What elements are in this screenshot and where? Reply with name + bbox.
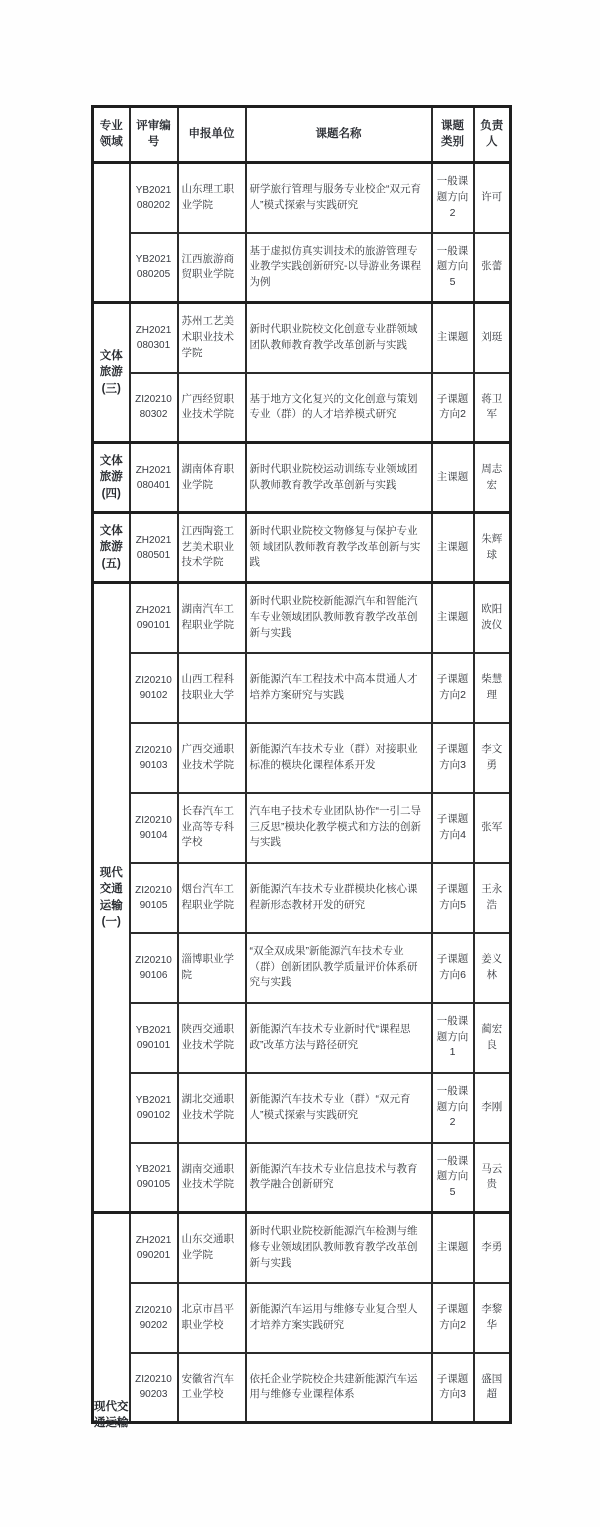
table-row bbox=[93, 1003, 511, 1073]
category-cell: 主课题 bbox=[432, 513, 474, 583]
leader-cell: 盛国超 bbox=[474, 1353, 511, 1423]
project-title-cell: “双全双成果”新能源汽车技术专业（群）创新团队教学质量评价体系研究与实践 bbox=[246, 933, 432, 1003]
category-cell: 一般课题方向5 bbox=[432, 1143, 474, 1213]
table-row bbox=[93, 653, 511, 723]
header-field: 专业领域 bbox=[93, 107, 130, 163]
table-row bbox=[93, 863, 511, 933]
table-body bbox=[93, 163, 511, 1429]
header-row bbox=[93, 107, 511, 163]
group-label-cell bbox=[93, 1213, 130, 1429]
review-code-cell: YB2021090101 bbox=[130, 1003, 178, 1073]
project-title-cell: 基于地方文化复兴的文化创意与策划专业（群）的人才培养模式研究 bbox=[246, 373, 432, 443]
table-row bbox=[93, 1143, 511, 1213]
leader-cell: 马云贵 bbox=[474, 1143, 511, 1213]
project-title-cell: 新时代职业院校运动训练专业领域团队教师教育教学改革创新与实践 bbox=[246, 443, 432, 513]
table-row bbox=[93, 793, 511, 863]
project-review-table bbox=[91, 105, 512, 1429]
project-title-cell: 新时代职业院校文物修复与保护专业领 域团队教师教育教学改革创新与实践 bbox=[246, 513, 432, 583]
header-unit: 申报单位 bbox=[178, 107, 246, 163]
unit-cell: 湖北交通职业技术学院 bbox=[178, 1073, 246, 1143]
category-cell: 主课题 bbox=[432, 1213, 474, 1283]
project-title-cell: 新时代职业院校新能源汽车和智能汽车专业领域团队教师教育教学改革创新与实践 bbox=[246, 583, 432, 653]
review-code-cell: YB2021090105 bbox=[130, 1143, 178, 1213]
project-title-cell: 新时代职业院校新能源汽车检测与维修专业领域团队教师教育教学改革创新与实践 bbox=[246, 1213, 432, 1283]
category-cell: 子课题方向5 bbox=[432, 863, 474, 933]
category-cell: 子课题方向4 bbox=[432, 793, 474, 863]
project-title-cell: 新能源汽车技术专业信息技术与教育教学融合创新研究 bbox=[246, 1143, 432, 1213]
leader-cell: 李文勇 bbox=[474, 723, 511, 793]
leader-cell: 姜义林 bbox=[474, 933, 511, 1003]
project-title-cell: 新能源汽车技术专业新时代“课程思政”改革方法与路径研究 bbox=[246, 1003, 432, 1073]
table-row bbox=[93, 443, 511, 513]
unit-cell: 陕西交通职业技术学院 bbox=[178, 1003, 246, 1073]
category-cell: 主课题 bbox=[432, 443, 474, 513]
leader-cell: 刘珽 bbox=[474, 303, 511, 373]
category-cell: 子课题方向3 bbox=[432, 1353, 474, 1423]
group-label-cell bbox=[93, 163, 130, 303]
group-label-cell: 文体旅游(五) bbox=[93, 513, 130, 583]
review-code-cell: ZI2021090202 bbox=[130, 1283, 178, 1353]
project-title-cell: 研学旅行管理与服务专业校企“双元育人”模式探索与实践研究 bbox=[246, 163, 432, 233]
review-code-cell: YB2021080205 bbox=[130, 233, 178, 303]
leader-cell: 蔺宏良 bbox=[474, 1003, 511, 1073]
unit-cell: 广西交通职业技术学院 bbox=[178, 723, 246, 793]
unit-cell: 烟台汽车工程职业学院 bbox=[178, 863, 246, 933]
table-row bbox=[93, 1283, 511, 1353]
project-title-cell: 新能源汽车技术专业群模块化核心课程新形态教材开发的研究 bbox=[246, 863, 432, 933]
review-code-cell: YB2021080202 bbox=[130, 163, 178, 233]
unit-cell: 广西经贸职业技术学院 bbox=[178, 373, 246, 443]
leader-cell: 周志宏 bbox=[474, 443, 511, 513]
project-title-cell: 新能源汽车运用与维修专业复合型人才培养方案实践研究 bbox=[246, 1283, 432, 1353]
category-cell: 子课题方向2 bbox=[432, 373, 474, 443]
unit-cell: 湖南汽车工程职业学院 bbox=[178, 583, 246, 653]
header-leader: 负责人 bbox=[474, 107, 511, 163]
category-cell: 子课题方向6 bbox=[432, 933, 474, 1003]
category-cell: 子课题方向2 bbox=[432, 1283, 474, 1353]
leader-cell: 柴慧理 bbox=[474, 653, 511, 723]
project-title-cell: 新能源汽车技术专业（群）对接职业标准的模块化课程体系开发 bbox=[246, 723, 432, 793]
category-cell: 一般课题方向5 bbox=[432, 233, 474, 303]
project-title-cell: 新时代职业院校文化创意专业群领域团队教师教育教学改革创新与实践 bbox=[246, 303, 432, 373]
table-row bbox=[93, 163, 511, 233]
category-cell: 子课题方向2 bbox=[432, 653, 474, 723]
unit-cell: 湖南体育职业学院 bbox=[178, 443, 246, 513]
leader-cell: 蒋卫军 bbox=[474, 373, 511, 443]
review-code-cell: ZH2021090101 bbox=[130, 583, 178, 653]
review-code-cell: ZI2021090105 bbox=[130, 863, 178, 933]
unit-cell: 山东理工职业学院 bbox=[178, 163, 246, 233]
table-row bbox=[93, 513, 511, 583]
group-label-cell: 现代交通运输(一) bbox=[93, 583, 130, 1213]
review-code-cell: ZI2021090203 bbox=[130, 1353, 178, 1423]
unit-cell: 江西陶瓷工艺美术职业技术学院 bbox=[178, 513, 246, 583]
category-cell: 一般课题方向1 bbox=[432, 1003, 474, 1073]
review-code-cell: ZI2021090102 bbox=[130, 653, 178, 723]
project-title-cell: 新能源汽车工程技术中高本贯通人才培养方案研究与实践 bbox=[246, 653, 432, 723]
table-row bbox=[93, 1213, 511, 1283]
leader-cell: 李刚 bbox=[474, 1073, 511, 1143]
table-row bbox=[93, 583, 511, 653]
unit-cell: 山东交通职业学院 bbox=[178, 1213, 246, 1283]
project-title-cell: 新能源汽车技术专业（群）“双元育人”模式探索与实践研究 bbox=[246, 1073, 432, 1143]
leader-cell: 许可 bbox=[474, 163, 511, 233]
group-label-cell: 文体旅游(四) bbox=[93, 443, 130, 513]
unit-cell: 苏州工艺美术职业技术学院 bbox=[178, 303, 246, 373]
leader-cell: 王永浩 bbox=[474, 863, 511, 933]
unit-cell: 淄博职业学院 bbox=[178, 933, 246, 1003]
review-code-cell: ZI2021090104 bbox=[130, 793, 178, 863]
review-code-cell: ZH2021080501 bbox=[130, 513, 178, 583]
table-row bbox=[93, 233, 511, 303]
unit-cell: 山西工程科技职业大学 bbox=[178, 653, 246, 723]
category-cell: 主课题 bbox=[432, 583, 474, 653]
leader-cell: 李勇 bbox=[474, 1213, 511, 1283]
leader-cell: 张军 bbox=[474, 793, 511, 863]
unit-cell: 江西旅游商贸职业学院 bbox=[178, 233, 246, 303]
unit-cell: 北京市昌平职业学校 bbox=[178, 1283, 246, 1353]
table-row bbox=[93, 1073, 511, 1143]
review-code-cell: YB2021090102 bbox=[130, 1073, 178, 1143]
unit-cell: 长春汽车工业高等专科学校 bbox=[178, 793, 246, 863]
review-code-cell: ZH2021090201 bbox=[130, 1213, 178, 1283]
group-label-clipped-text: 现代交通运输 bbox=[94, 1400, 129, 1429]
table-row bbox=[93, 303, 511, 373]
review-code-cell: ZH2021080301 bbox=[130, 303, 178, 373]
project-title-cell: 依托企业学院校企共建新能源汽车运用与维修专业课程体系 bbox=[246, 1353, 432, 1423]
review-code-cell: ZH2021080401 bbox=[130, 443, 178, 513]
leader-cell: 李黎华 bbox=[474, 1283, 511, 1353]
header-review-code: 评审编号 bbox=[130, 107, 178, 163]
review-code-cell: ZI2021090103 bbox=[130, 723, 178, 793]
project-title-cell: 基于虚拟仿真实训技术的旅游管理专业教学实践创新研究-以导游业务课程为例 bbox=[246, 233, 432, 303]
table-row bbox=[93, 723, 511, 793]
leader-cell: 欧阳波仪 bbox=[474, 583, 511, 653]
leader-cell: 朱辉球 bbox=[474, 513, 511, 583]
table-row bbox=[93, 1353, 511, 1423]
category-cell: 一般课题方向2 bbox=[432, 163, 474, 233]
review-code-cell: ZI2021080302 bbox=[130, 373, 178, 443]
category-cell: 子课题方向3 bbox=[432, 723, 474, 793]
table-row bbox=[93, 933, 511, 1003]
review-code-cell: ZI2021090106 bbox=[130, 933, 178, 1003]
header-title: 课题名称 bbox=[246, 107, 432, 163]
header-category: 课题类别 bbox=[432, 107, 474, 163]
leader-cell: 张蕾 bbox=[474, 233, 511, 303]
unit-cell: 安徽省汽车工业学校 bbox=[178, 1353, 246, 1423]
group-label-cell: 文体旅游(三) bbox=[93, 303, 130, 443]
category-cell: 一般课题方向2 bbox=[432, 1073, 474, 1143]
project-title-cell: 汽车电子技术专业团队协作“一引二导三反思”模块化教学模式和方法的创新与实践 bbox=[246, 793, 432, 863]
unit-cell: 湖南交通职业技术学院 bbox=[178, 1143, 246, 1213]
category-cell: 主课题 bbox=[432, 303, 474, 373]
table-row bbox=[93, 373, 511, 443]
